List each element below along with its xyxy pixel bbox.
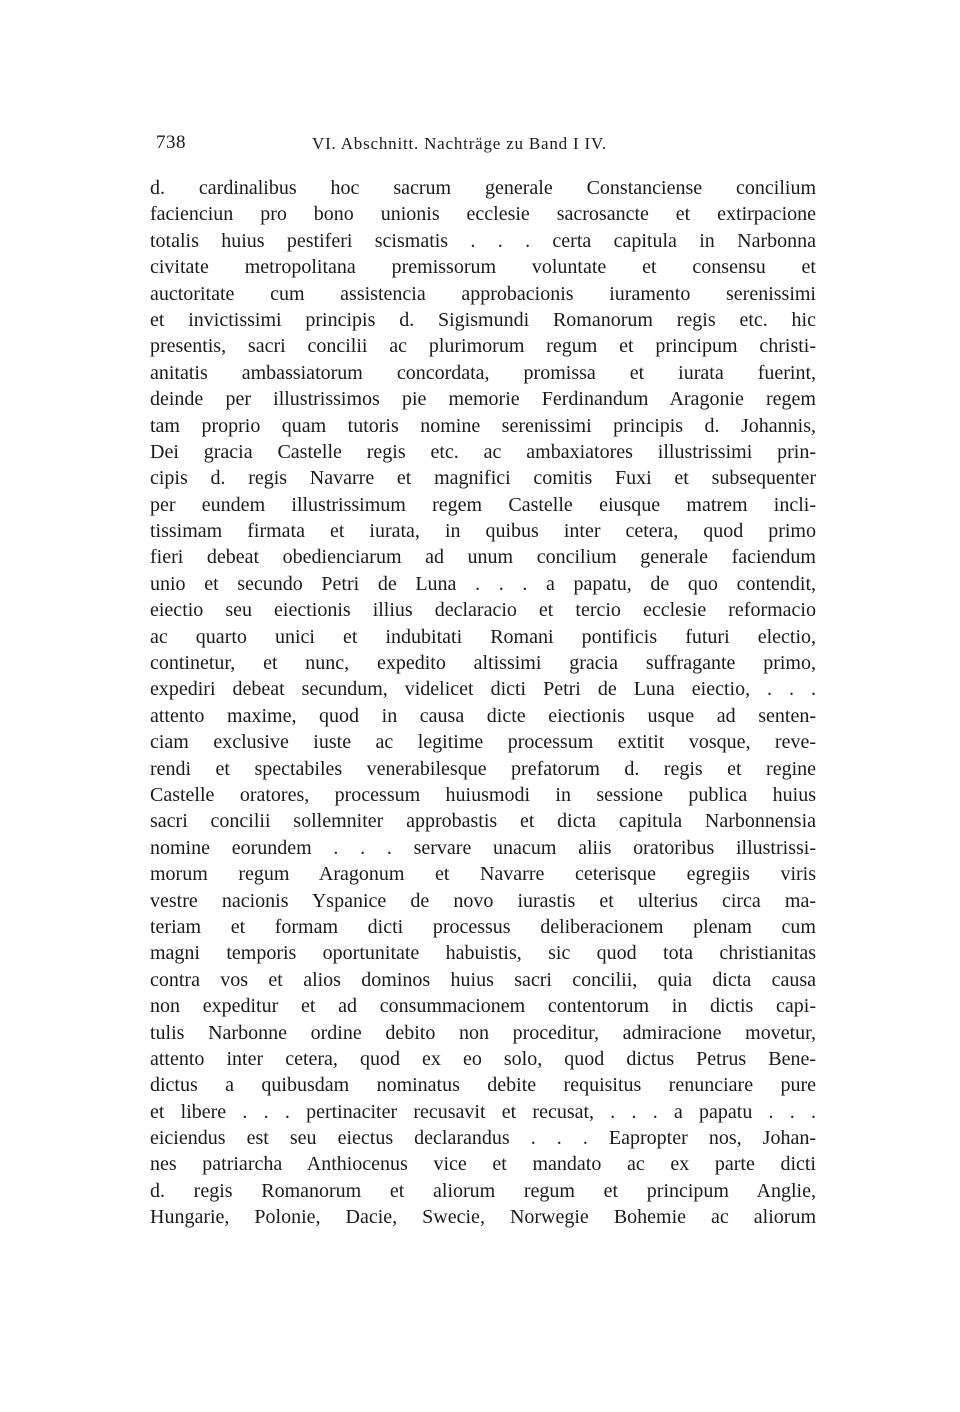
text-line: eiciendus est seu eiectus declarandus . . . Eapropter nos, Johan- [150, 1127, 816, 1150]
text-line: civitate metropolitana premissorum voluntate et consensu et [150, 256, 816, 279]
text-line: ciam exclusive iuste ac legitime processum extitit vosque, reve- [150, 731, 816, 754]
text-line: et invictissimi principis d. Sigismundi Romanorum regis etc. hic [150, 308, 816, 331]
text-line: d. cardinalibus hoc sacrum generale Constanciense concilium [150, 177, 816, 199]
page-number: 738 [156, 132, 186, 153]
text-line: sacri concilii sollemniter approbastis et dicta capitula Narbonnensia [150, 810, 816, 833]
text-line: attento inter cetera, quod ex eo solo, quod dictus Petrus Bene- [150, 1047, 816, 1070]
text-line: anitatis ambassiatorum concordata, promissa et iurata fuerint, [150, 361, 816, 384]
text-line: dictus a quibusdam nominatus debite requisitus renunciare pure [150, 1074, 816, 1097]
text-line: tam proprio quam tutoris nomine serenissimi principis d. Johannis, [150, 414, 816, 437]
text-line: tulis Narbonne ordine debito non proceditur, admiracione movetur, [150, 1021, 816, 1044]
text-line: Dei gracia Castelle regis etc. ac ambaxiatores illustrissimi prin- [150, 440, 816, 463]
body-text [150, 175, 816, 1231]
text-line: fieri debeat obedienciarum ad unum concilium generale faciendum [150, 546, 816, 569]
text-line: contra vos et alios dominos huius sacri concilii, quia dicta causa [150, 968, 816, 991]
text-line: Castelle oratores, processum huiusmodi in sessione publica huius [150, 783, 816, 806]
text-line: d. regis Romanorum et aliorum regum et principum Anglie, [150, 1179, 816, 1202]
text-line: totalis huius pestiferi scismatis . . . certa capitula in Narbonna [150, 229, 816, 252]
text-line: cipis d. regis Navarre et magnifici comitis Fuxi et subsequenter [150, 467, 816, 490]
text-line: magni temporis oportunitate habuistis, sic quod tota christianitas [150, 942, 816, 965]
running-head: VI. Abschnitt. Nachträge zu Band I IV. [312, 134, 607, 153]
text-line: teriam et formam dicti processus deliberacionem plenam cum [150, 915, 816, 938]
text-line: per eundem illustrissimum regem Castelle eiusque matrem incli- [150, 493, 816, 516]
text-line: attento maxime, quod in causa dicte eiectionis usque ad senten- [150, 704, 816, 727]
text-line: vestre nacionis Yspanice de novo iurastis et ulterius circa ma- [150, 889, 816, 912]
text-line: deinde per illustrissimos pie memorie Ferdinandum Aragonie regem [150, 388, 816, 411]
text-line: eiectio seu eiectionis illius declaracio et tercio ecclesie reformacio [150, 599, 816, 622]
text-line: auctoritate cum assistencia approbacionis iuramento serenissimi [150, 282, 816, 305]
text-line: nomine eorundem . . . servare unacum aliis oratoribus illustrissi- [150, 836, 816, 859]
text-line: ac quarto unici et indubitati Romani pontificis futuri electio, [150, 625, 816, 648]
text-line: facienciun pro bono unionis ecclesie sacrosancte et extirpacione [150, 203, 816, 226]
text-line: presentis, sacri concilii ac plurimorum regum et principum christi- [150, 335, 816, 358]
text-line: morum regum Aragonum et Navarre ceterisque egregiis viris [150, 863, 816, 886]
text-line: continetur, et nunc, expedito altissimi gracia suffragante primo, [150, 652, 816, 675]
text-line: unio et secundo Petri de Luna . . . a papatu, de quo contendit, [150, 572, 816, 595]
text-line: tissimam firmata et iurata, in quibus inter cetera, quod primo [150, 520, 816, 543]
text-line: non expeditur et ad consummacionem contentorum in dictis capi- [150, 995, 816, 1018]
text-line: et libere . . . pertinaciter recusavit et recusat, . . . a papatu . . . [150, 1100, 816, 1123]
text-line: Hungarie, Polonie, Dacie, Swecie, Norwegie Bohemie ac aliorum [150, 1206, 816, 1229]
text-line: expediri debeat secundum, videlicet dicti Petri de Luna eiectio, . . . [150, 678, 816, 701]
text-line: rendi et spectabiles venerabilesque prefatorum d. regis et regine [150, 757, 816, 780]
text-line: nes patriarcha Anthiocenus vice et mandato ac ex parte dicti [150, 1153, 816, 1176]
